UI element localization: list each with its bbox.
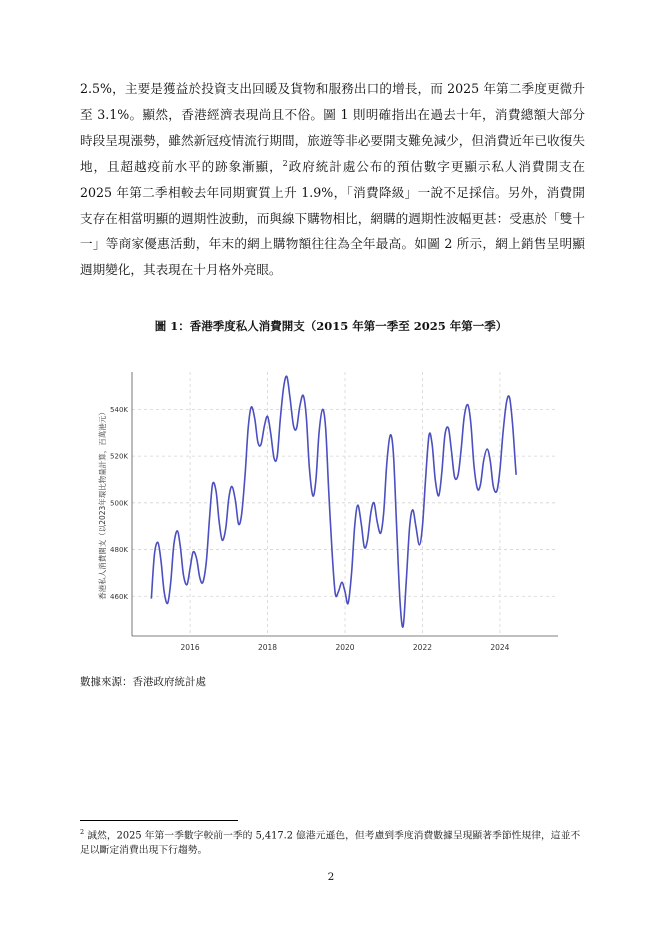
consumption-line-chart: [88, 364, 564, 664]
body-text-part-2: 政府統計處公布的預估數字更顯示私人消費開支在 2025 年第二季相較去年同期實質上升 1.9%，「消費降級」一說不足採信。另外，消費開支存在相當明顯的週期性波動，而與線下購物相比，網購的週期性波幅更甚：受惠於「雙十一」等商家優惠活動，年末的網上購物額往往為全年最高。如圖 2 所示，網上銷售呈明顯週期變化，其表現在十月格外亮眼。: [80, 158, 586, 278]
chart-labels: [97, 406, 510, 652]
footnote-text: 誠然，2025 年第一季數字較前一季的 5,417.2 億港元遜色，但考慮到季度消費數據呈現顯著季節性規律，這並不足以斷定消費出現下行趨勢。: [80, 830, 581, 857]
figure-title: 圖 1：香港季度私人消費開支（2015 年第一季至 2025 年第一季）: [154, 319, 508, 333]
y-tick-label: 500K: [110, 499, 128, 508]
x-tick-label: 2016: [180, 643, 200, 652]
x-tick-label: 2018: [257, 643, 278, 652]
x-tick-label: 2022: [412, 643, 433, 652]
chart-series: [151, 376, 516, 627]
y-tick-label: 480K: [110, 546, 128, 555]
y-tick-label: 460K: [110, 592, 128, 601]
chart-grid: [132, 372, 558, 636]
figure-source: 數據來源：香港政府統計處: [80, 676, 206, 688]
x-tick-label: 2024: [490, 643, 510, 652]
footnote: [80, 825, 585, 858]
y-tick-label: 520K: [110, 452, 128, 461]
footnote-marker: 2: [80, 828, 85, 836]
y-axis-label: 香港私人消費開支（以2023年環比物量計算，百萬港元）: [98, 408, 107, 600]
y-tick-label: 540K: [110, 405, 128, 414]
footnote-reference[interactable]: 2: [282, 158, 288, 168]
footnote-divider: [80, 820, 238, 821]
body-text-part-1: 2.5%，主要是獲益於投資支出回暖及貨物和服務出口的增長，而 2025 年第二季度更微升至 3.1%。顯然，香港經濟表現尚且不俗。圖 1 則明確指出在過去十年，消費總額大部分時段呈現漲勢，雖然新冠疫情流行期間，旅遊等非必要開支難免減少，但消費近年已收復失地，且超越疫前水平的跡象漸顯，: [80, 81, 585, 174]
page-number: 2: [327, 871, 335, 883]
series-line: [151, 376, 516, 627]
body-paragraph: [80, 76, 585, 283]
x-tick-label: 2020: [335, 643, 355, 652]
